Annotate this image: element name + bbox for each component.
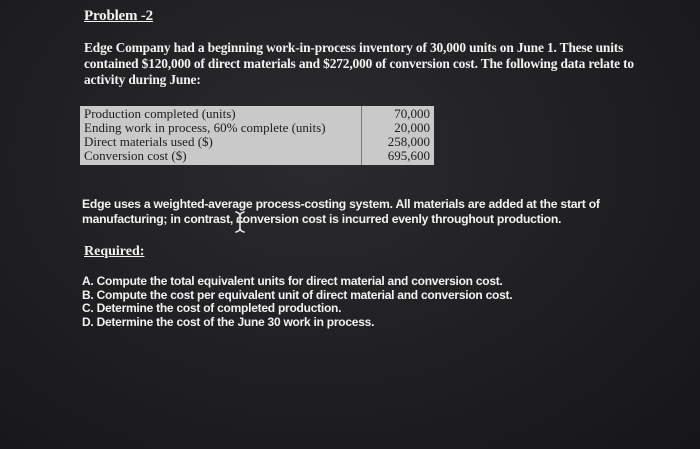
row-label: Conversion cost ($) [80,149,362,165]
list-item: C. Determine the cost of completed production. [82,301,342,315]
list-item: D. Determine the cost of the June 30 work in process. [82,314,375,329]
row-value: 695,600 [387,148,430,163]
row-value: 258,000 [387,134,430,149]
problem-intro: Edge Company had a beginning work-in-process inventory of 30,000 units on June 1. These units contained $120,000 of direct materials and $272,000 of conversion cost. The following data relate to activity during June: [84,40,634,87]
table-row [80,149,434,165]
activity-data-table [80,106,434,165]
list-item: B. Compute the cost per equivalent unit of direct material and conversion cost. [82,287,513,302]
costing-system-text: Edge uses a weighted-average process-costing system. All materials are added at the start of manufacturing; in contrast, conversion cost is incurred evenly throughout production. [82,197,600,226]
required-heading: Required: [84,244,145,259]
row-label: Ending work in process, 60% complete (units) [80,121,362,135]
table-row [80,121,434,135]
row-value: 70,000 [394,106,430,121]
table-row [80,135,434,149]
row-label: Production completed (units) [80,106,362,121]
row-value: 20,000 [394,120,430,135]
list-item: A. Compute the total equivalent units for direct material and conversion cost. [82,274,503,288]
row-label: Direct materials used ($) [80,135,362,149]
requirements-list [82,275,512,329]
table-row [80,106,434,121]
text-cursor-icon [233,211,247,233]
problem-title: Problem -2 [84,8,153,24]
